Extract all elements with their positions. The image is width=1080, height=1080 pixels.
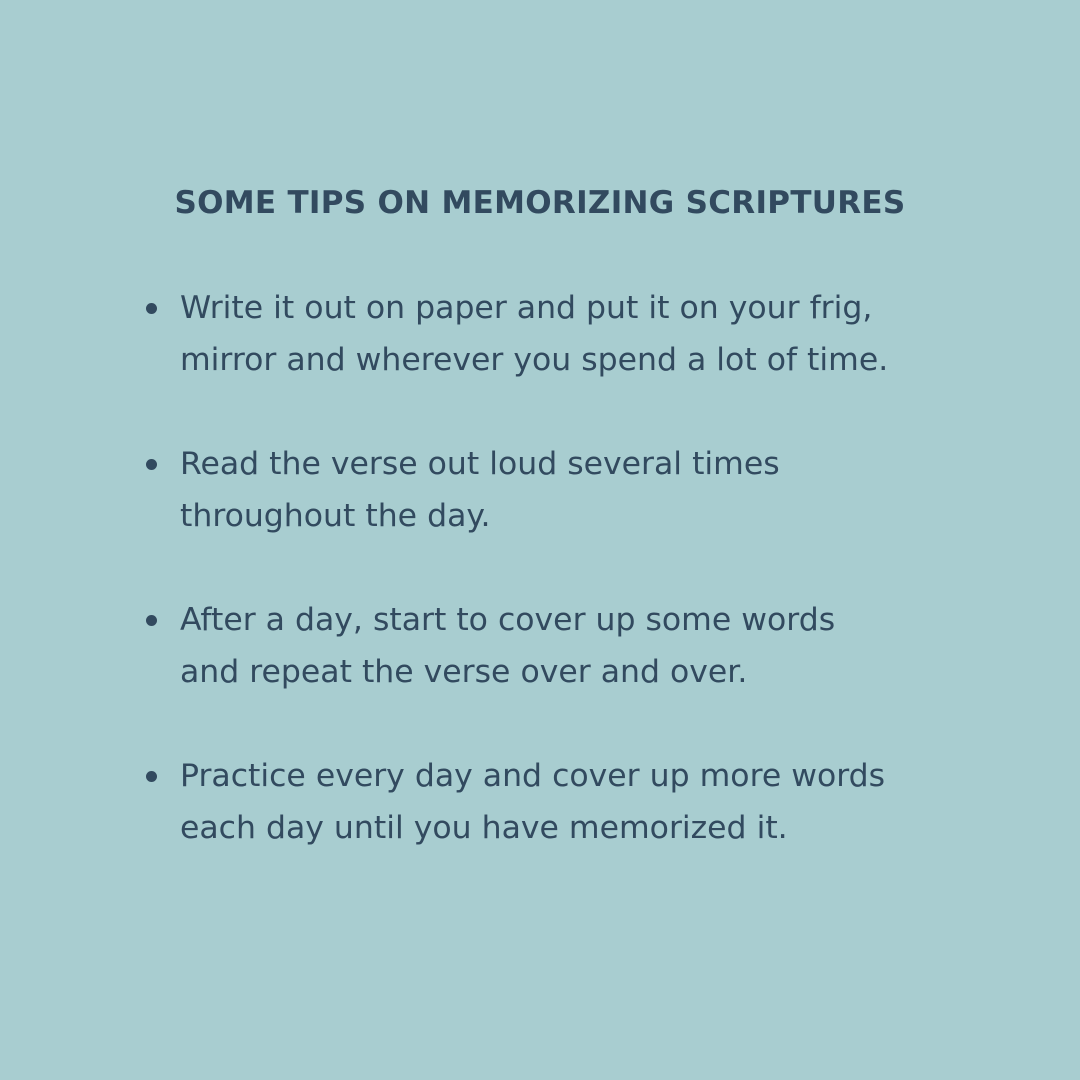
page-title: SOME TIPS ON MEMORIZING SCRIPTURES bbox=[174, 185, 906, 221]
tips-list bbox=[143, 282, 1023, 906]
tip-text: After a day, start to cover up some words and repeat the verse over and over. bbox=[180, 602, 836, 690]
bullet-icon bbox=[146, 459, 157, 470]
list-item bbox=[143, 282, 1023, 386]
list-item bbox=[143, 594, 1023, 698]
bullet-icon bbox=[146, 771, 157, 782]
tip-text: Read the verse out loud several times throughout the day. bbox=[180, 446, 780, 534]
bullet-icon bbox=[146, 303, 157, 314]
bullet-icon bbox=[146, 615, 157, 626]
tip-text: Write it out on paper and put it on your frig, mirror and wherever you spend a lot of time. bbox=[180, 290, 889, 378]
list-item bbox=[143, 750, 1023, 854]
list-item bbox=[143, 438, 1023, 542]
tip-text: Practice every day and cover up more words each day until you have memorized it. bbox=[180, 758, 886, 846]
